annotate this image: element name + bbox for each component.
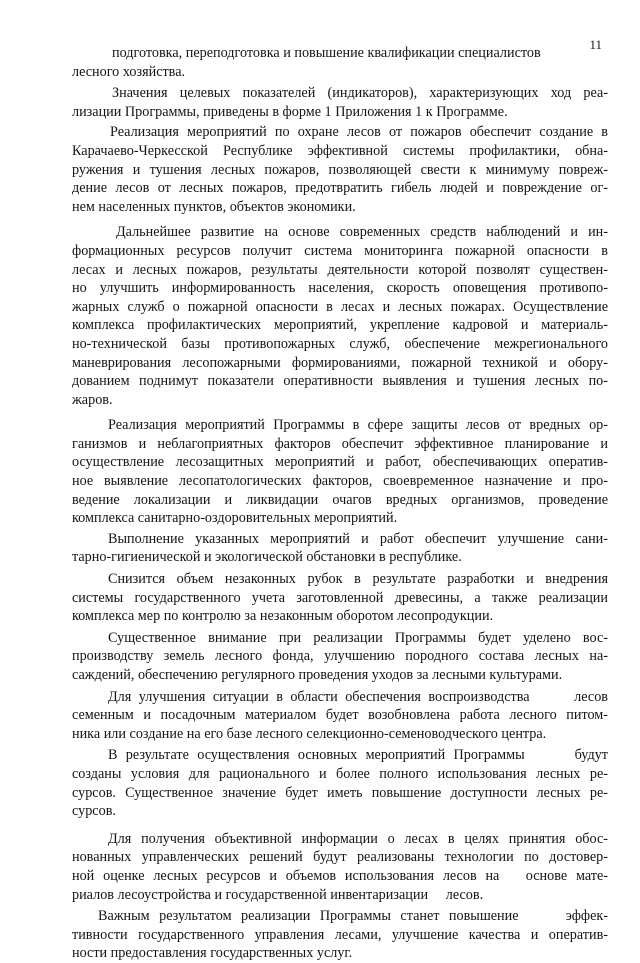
text-line: семенным и посадочным материалом будет возобновлена работа лесного питом- — [72, 707, 608, 724]
paragraph — [0, 629, 640, 685]
text-line: тарно-гигиенической и экологической обстановки в республике. — [72, 549, 462, 566]
text-line: риалов лесоустройства и государственной инвентаризации лесов. — [72, 886, 484, 903]
text-line: формационных ресурсов получит система мониторинга пожарной опасности в — [72, 242, 608, 259]
text-line: тивности государственного управления лесами, улучшение качества и оператив- — [72, 926, 608, 943]
text-line: Значения целевых показателей (индикаторов), характеризующих ход реа- — [112, 85, 608, 102]
paragraph — [0, 830, 640, 904]
document-body — [0, 44, 640, 963]
text-line: Важным результатом реализации Программы станет повышение эффек- — [98, 908, 608, 925]
paragraph — [0, 746, 640, 820]
text-line: но-технической базы противопожарных служб, обеспечение межрегионального — [72, 335, 608, 352]
text-line: В результате осуществления основных мероприятий Программы будут — [108, 747, 608, 764]
paragraph — [0, 530, 640, 567]
text-line: ное выявление лесопатологических факторов, своевременное назначение и про- — [72, 473, 608, 490]
text-line: нем населенных пунктов, объектов экономики. — [72, 198, 356, 215]
paragraph — [0, 570, 640, 626]
text-line: Реализация мероприятий Программы в сфере защиты лесов от вредных ор- — [108, 417, 608, 434]
text-line: комплекса мер по контролю за незаконным оборотом лесопродукции. — [72, 608, 494, 625]
paragraph — [0, 123, 640, 216]
text-line: сурсов. — [72, 803, 116, 820]
text-line: Выполнение указанных мероприятий и работ обеспечит улучшение сани- — [108, 530, 608, 547]
text-line: ника или создание на его базе лесного селекционно-семеноводческого центра. — [72, 725, 547, 742]
text-line: комплекса санитарно-оздоровительных мероприятий. — [72, 510, 398, 527]
text-line: ведение локализации и ликвидации очагов вредных организмов, проведение — [72, 491, 608, 508]
text-line: производству земель лесного фонда, улучшению породного состава лесных на- — [72, 648, 608, 665]
text-line: системы государственного учета заготовленной древесины, а также реализации — [72, 589, 608, 606]
paragraph — [0, 416, 640, 528]
text-line: дованием поднимут показатели оперативности выявления и тушения лесных по- — [72, 373, 608, 390]
text-line: комплекса профилактических мероприятий, укрепление кадровой и материаль- — [72, 317, 608, 334]
text-line: лесах и лесных пожаров, результаты деятельности которой позволят существен- — [72, 261, 608, 278]
paragraph — [0, 688, 640, 744]
text-line: нованных управленческих решений будут реализованы технологии по достовер- — [72, 849, 608, 866]
paragraph — [0, 84, 640, 121]
text-line: сурсов. Существенное значение будет иметь повышение доступности лесных ре- — [72, 784, 608, 801]
text-line: лесного хозяйства. — [72, 63, 186, 80]
paragraph — [0, 44, 640, 81]
text-line: осуществление лесозащитных мероприятий и работ, обеспечивающих оператив- — [72, 454, 608, 471]
paragraph — [0, 907, 640, 963]
text-line: жарных служб о пожарной опасности в лесах и лесных пожарах. Осуществление — [72, 298, 608, 315]
text-line: ности предоставления государственных услуг. — [72, 945, 353, 962]
page-number: 11 — [589, 37, 602, 52]
paragraph — [0, 223, 640, 409]
text-line: но улучшить информированность населения, скорость оповещения противопо- — [72, 280, 608, 297]
text-line: подготовка, переподготовка и повышение квалификации специалистов — [112, 45, 541, 61]
text-line: лизации Программы, приведены в форме 1 Приложения 1 к Программе. — [72, 103, 508, 120]
text-line: Для получения объективной информации о лесах в целях принятия обос- — [108, 830, 608, 847]
text-line: Для улучшения ситуации в области обеспечения воспроизводства лесов — [108, 688, 608, 705]
text-line: саждений, обеспечению регулярного проведения уходов за лесными культурами. — [72, 667, 563, 683]
text-line: ной оценке лесных ресурсов и объемов использования лесов на основе мате- — [72, 867, 608, 884]
text-line: Карачаево-Черкесской Республике эффективной системы профилактики, обна- — [72, 142, 608, 159]
text-line: Дальнейшее развитие на основе современных средств наблюдений и ин- — [116, 224, 608, 241]
text-line: созданы условия для рационального и более полного использования лесных ре- — [72, 765, 608, 782]
text-line: ружения и тушения лесных пожаров, позволяющей свести к минимуму повреж- — [72, 161, 608, 178]
text-line: жаров. — [72, 391, 113, 408]
text-line: Реализация мероприятий по охране лесов от пожаров обеспечит создание в — [110, 124, 608, 141]
text-line: ганизмов и неблагоприятных факторов обеспечит эффективное планирование и — [72, 435, 608, 452]
text-line: маневрирования лесопожарными формированиями, пожарной техникой и обору- — [72, 354, 608, 371]
text-line: Существенное внимание при реализации Программы будет уделено вос- — [108, 629, 608, 646]
text-line: дение лесов от лесных пожаров, предотвратить гибель людей и повреждение ог- — [72, 180, 608, 197]
text-line: Снизится объем незаконных рубок в результате разработки и внедрения — [108, 571, 608, 588]
